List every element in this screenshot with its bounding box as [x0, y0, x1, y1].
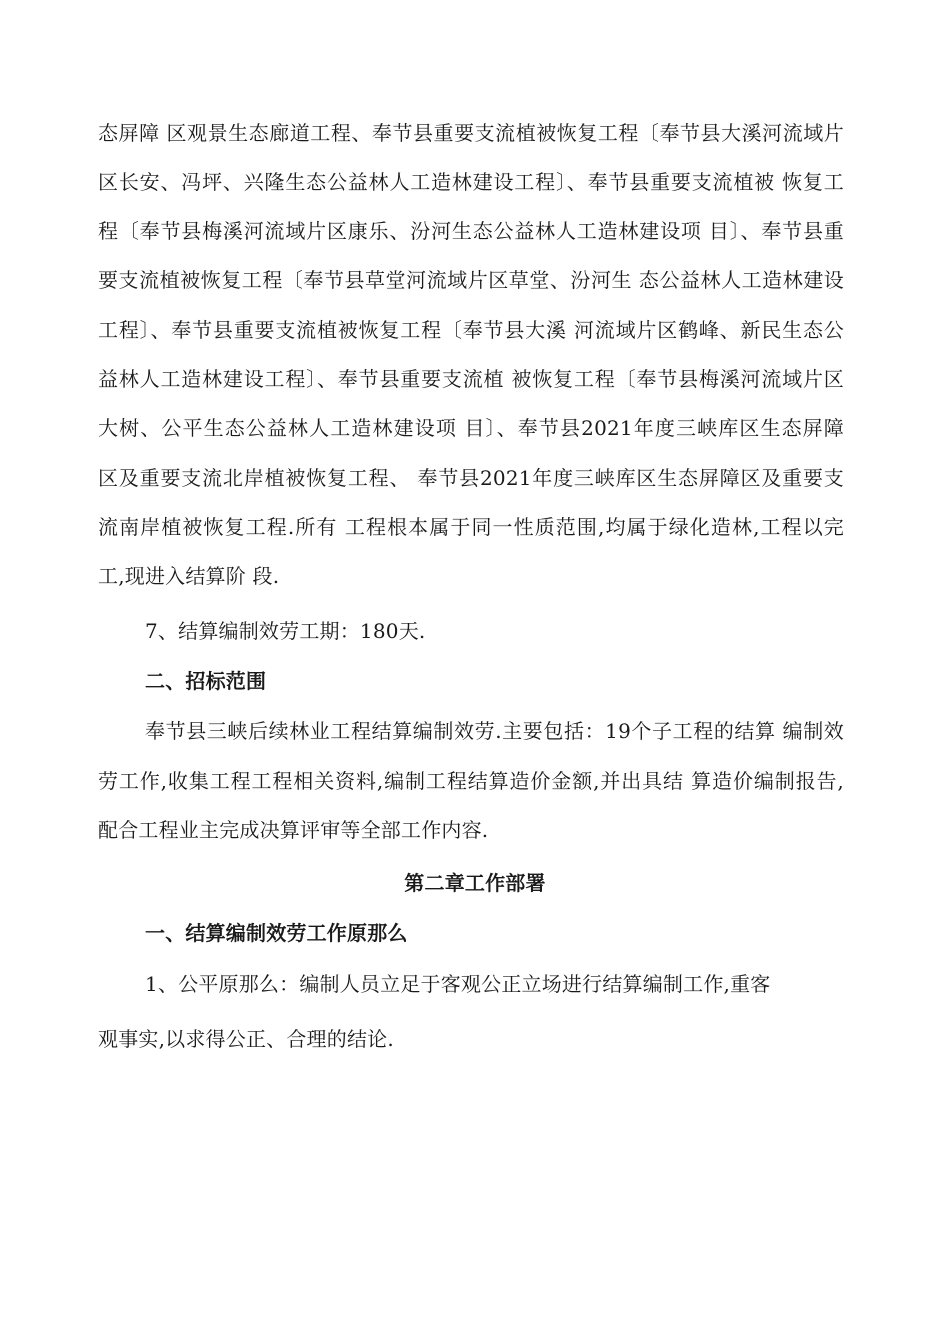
- principle-1-line: 1、公平原那么：编制人员立足于客观公正立场进行结算编制工作,重客: [145, 972, 771, 996]
- paragraph-line: 区长安、冯坪、兴隆生态公益林人工造林建设工程〕、奉节县重要支流植被 恢复工: [98, 170, 844, 194]
- chapter-title: 第二章工作部署: [404, 871, 546, 895]
- scope-paragraph-line: 配合工程业主完成决算评审等全部工作内容.: [98, 818, 489, 842]
- paragraph-line: 工,现进入结算阶 段.: [98, 564, 280, 588]
- paragraph-line: 大树、公平生态公益林人工造林建设项 目〕、奉节县2021年度三峡库区生态屏障: [98, 416, 844, 440]
- item-7-text: 7、结算编制效劳工期：180天.: [145, 619, 426, 643]
- paragraph-line: 程〔奉节县梅溪河流域片区康乐、汾河生态公益林人工造林建设项 目〕、奉节县重: [98, 219, 844, 243]
- section-heading-scope: 二、招标范围: [145, 669, 267, 693]
- paragraph-line: 流南岸植被恢复工程.所有 工程根本属于同一性质范围,均属于绿化造林,工程以完: [98, 515, 844, 539]
- scope-paragraph-line: 劳工作,收集工程工程相关资料,编制工程结算造价金额,并出具结 算造价编制报告,: [98, 769, 844, 793]
- paragraph-line: 要支流植被恢复工程〔奉节县草堂河流域片区草堂、汾河生 态公益林人工造林建设: [98, 268, 844, 292]
- paragraph-line: 益林人工造林建设工程〕、奉节县重要支流植 被恢复工程〔奉节县梅溪河流域片区: [98, 367, 844, 391]
- paragraph-line: 工程〕、奉节县重要支流植被恢复工程〔奉节县大溪 河流域片区鹤峰、新民生态公: [98, 318, 844, 342]
- paragraph-line: 区及重要支流北岸植被恢复工程、 奉节县2021年度三峡库区生态屏障区及重要支: [98, 466, 844, 490]
- principle-1-line: 观事实,以求得公正、合理的结论.: [98, 1027, 394, 1051]
- scope-paragraph-line: 奉节县三峡后续林业工程结算编制效劳.主要包括：19个子工程的结算 编制效: [145, 719, 844, 743]
- section-heading-principles: 一、结算编制效劳工作原那么: [145, 921, 408, 945]
- paragraph-line: 态屏障 区观景生态廊道工程、奉节县重要支流植被恢复工程〔奉节县大溪河流域片: [98, 121, 844, 145]
